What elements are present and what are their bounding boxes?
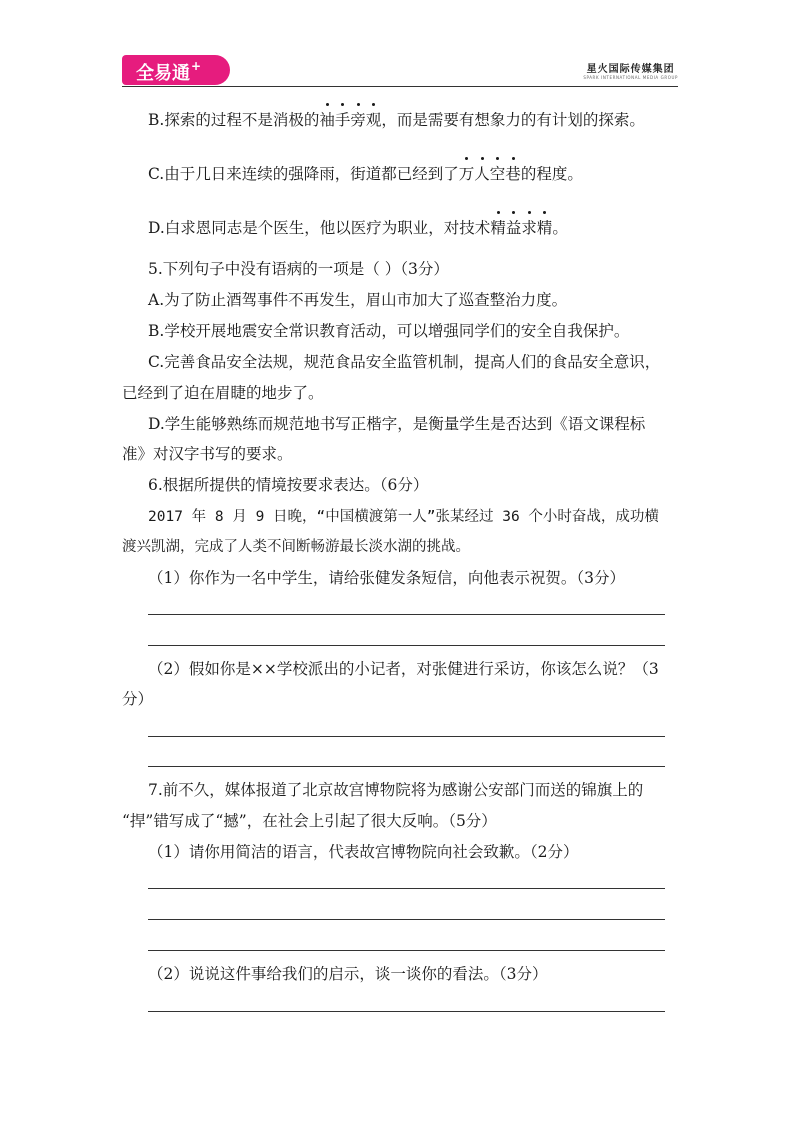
answer-line <box>148 614 665 615</box>
publisher-block <box>583 60 678 80</box>
q5-option-d-line2: 准》对汉字书写的要求。 <box>122 445 293 463</box>
dotted-char: 人 <box>474 165 490 183</box>
q6-subquestion-2-line1: （2）假如你是××学校派出的小记者，对张健进行采访，你该怎么说？（3 <box>148 660 659 678</box>
dotted-char: 精 <box>536 219 553 237</box>
q4-option-d: D.白求恩同志是个医生，他以医疗为职业，对技术精益求精。 <box>148 219 568 237</box>
q4-option-c: C.由于几日来连续的强降雨，街道都已经到了万人空巷的程度。 <box>148 165 583 183</box>
dotted-char: 巷 <box>505 165 521 183</box>
dotted-char: 精 <box>490 219 506 237</box>
publisher-english-name: SPARK INTERNATIONAL MEDIA GROUP <box>583 75 678 80</box>
dotted-char: 观 <box>365 111 382 129</box>
q7-stem-line1: 7.前不久，媒体报道了北京故宫博物院将为感谢公安部门而送的锦旗上的 <box>148 781 644 799</box>
emphasis-dotted-text <box>459 165 521 183</box>
dotted-char: 求 <box>521 219 537 237</box>
header-divider <box>122 86 678 87</box>
answer-line <box>148 950 665 951</box>
q5-option-b: B.学校开展地震安全常识教育活动，可以增强同学们的安全自我保护。 <box>148 322 630 340</box>
dotted-char: 旁 <box>350 111 366 129</box>
dotted-char: 袖 <box>319 111 335 129</box>
q5-option-d-line1: D.学生能够熟练而规范地书写正楷字，是衡量学生是否达到《语文课程标 <box>148 415 646 433</box>
answer-line <box>148 888 665 889</box>
q7-stem-line2: “捍”错写成了“撼”，在社会上引起了很大反响。（5分） <box>122 812 497 830</box>
answer-line <box>148 919 665 920</box>
q5-option-a: A.为了防止酒驾事件不再发生，眉山市加大了巡查整治力度。 <box>148 291 568 309</box>
q6-stem: 6.根据所提供的情境按要求表达。（6分） <box>148 476 429 494</box>
dotted-char: 益 <box>505 219 522 237</box>
q5-option-c-line1: C.完善食品安全法规，规范食品安全监管机制，提高人们的食品安全意识， <box>148 353 661 371</box>
q6-passage-line1: 2017 年 8 月 9 日晚，“中国横渡第一人”张某经过 36 个小时奋战，成功横 <box>148 509 659 525</box>
q7-subquestion-1: （1）请你用简洁的语言，代表故宫博物院向社会致歉。（2分） <box>148 843 579 861</box>
q5-option-c-line2: 已经到了迫在眉睫的地步了。 <box>122 384 324 402</box>
q6-passage-line2: 渡兴凯湖，完成了人类不间断畅游最长淡水湖的挑战。 <box>122 539 470 555</box>
answer-line <box>148 736 665 737</box>
answer-line <box>148 766 665 767</box>
emphasis-dotted-text <box>319 111 381 129</box>
answer-line <box>148 645 665 646</box>
brand-logo-text: 全易通+ <box>136 59 202 84</box>
q5-stem: 5.下列句子中没有语病的一项是（ ）（3分） <box>148 260 449 278</box>
q4-option-b: B.探索的过程不是消极的袖手旁观，而是需要有想象力的有计划的探索。 <box>148 111 645 129</box>
publisher-name: 星火国际传媒集团 <box>586 64 675 75</box>
dotted-char: 万 <box>458 165 475 183</box>
brand-logo <box>122 55 230 85</box>
emphasis-dotted-text <box>490 219 552 237</box>
q6-subquestion-2-line2: 分） <box>122 690 154 708</box>
dotted-char: 手 <box>334 111 351 129</box>
q6-subquestion-1: （1）你作为一名中学生，请给张健发条短信，向他表示祝贺。（3分） <box>148 569 625 587</box>
dotted-char: 空 <box>489 165 506 183</box>
q7-subquestion-2: （2）说说这件事给我们的启示，谈一谈你的看法。（3分） <box>148 965 548 983</box>
answer-line <box>148 1011 665 1012</box>
